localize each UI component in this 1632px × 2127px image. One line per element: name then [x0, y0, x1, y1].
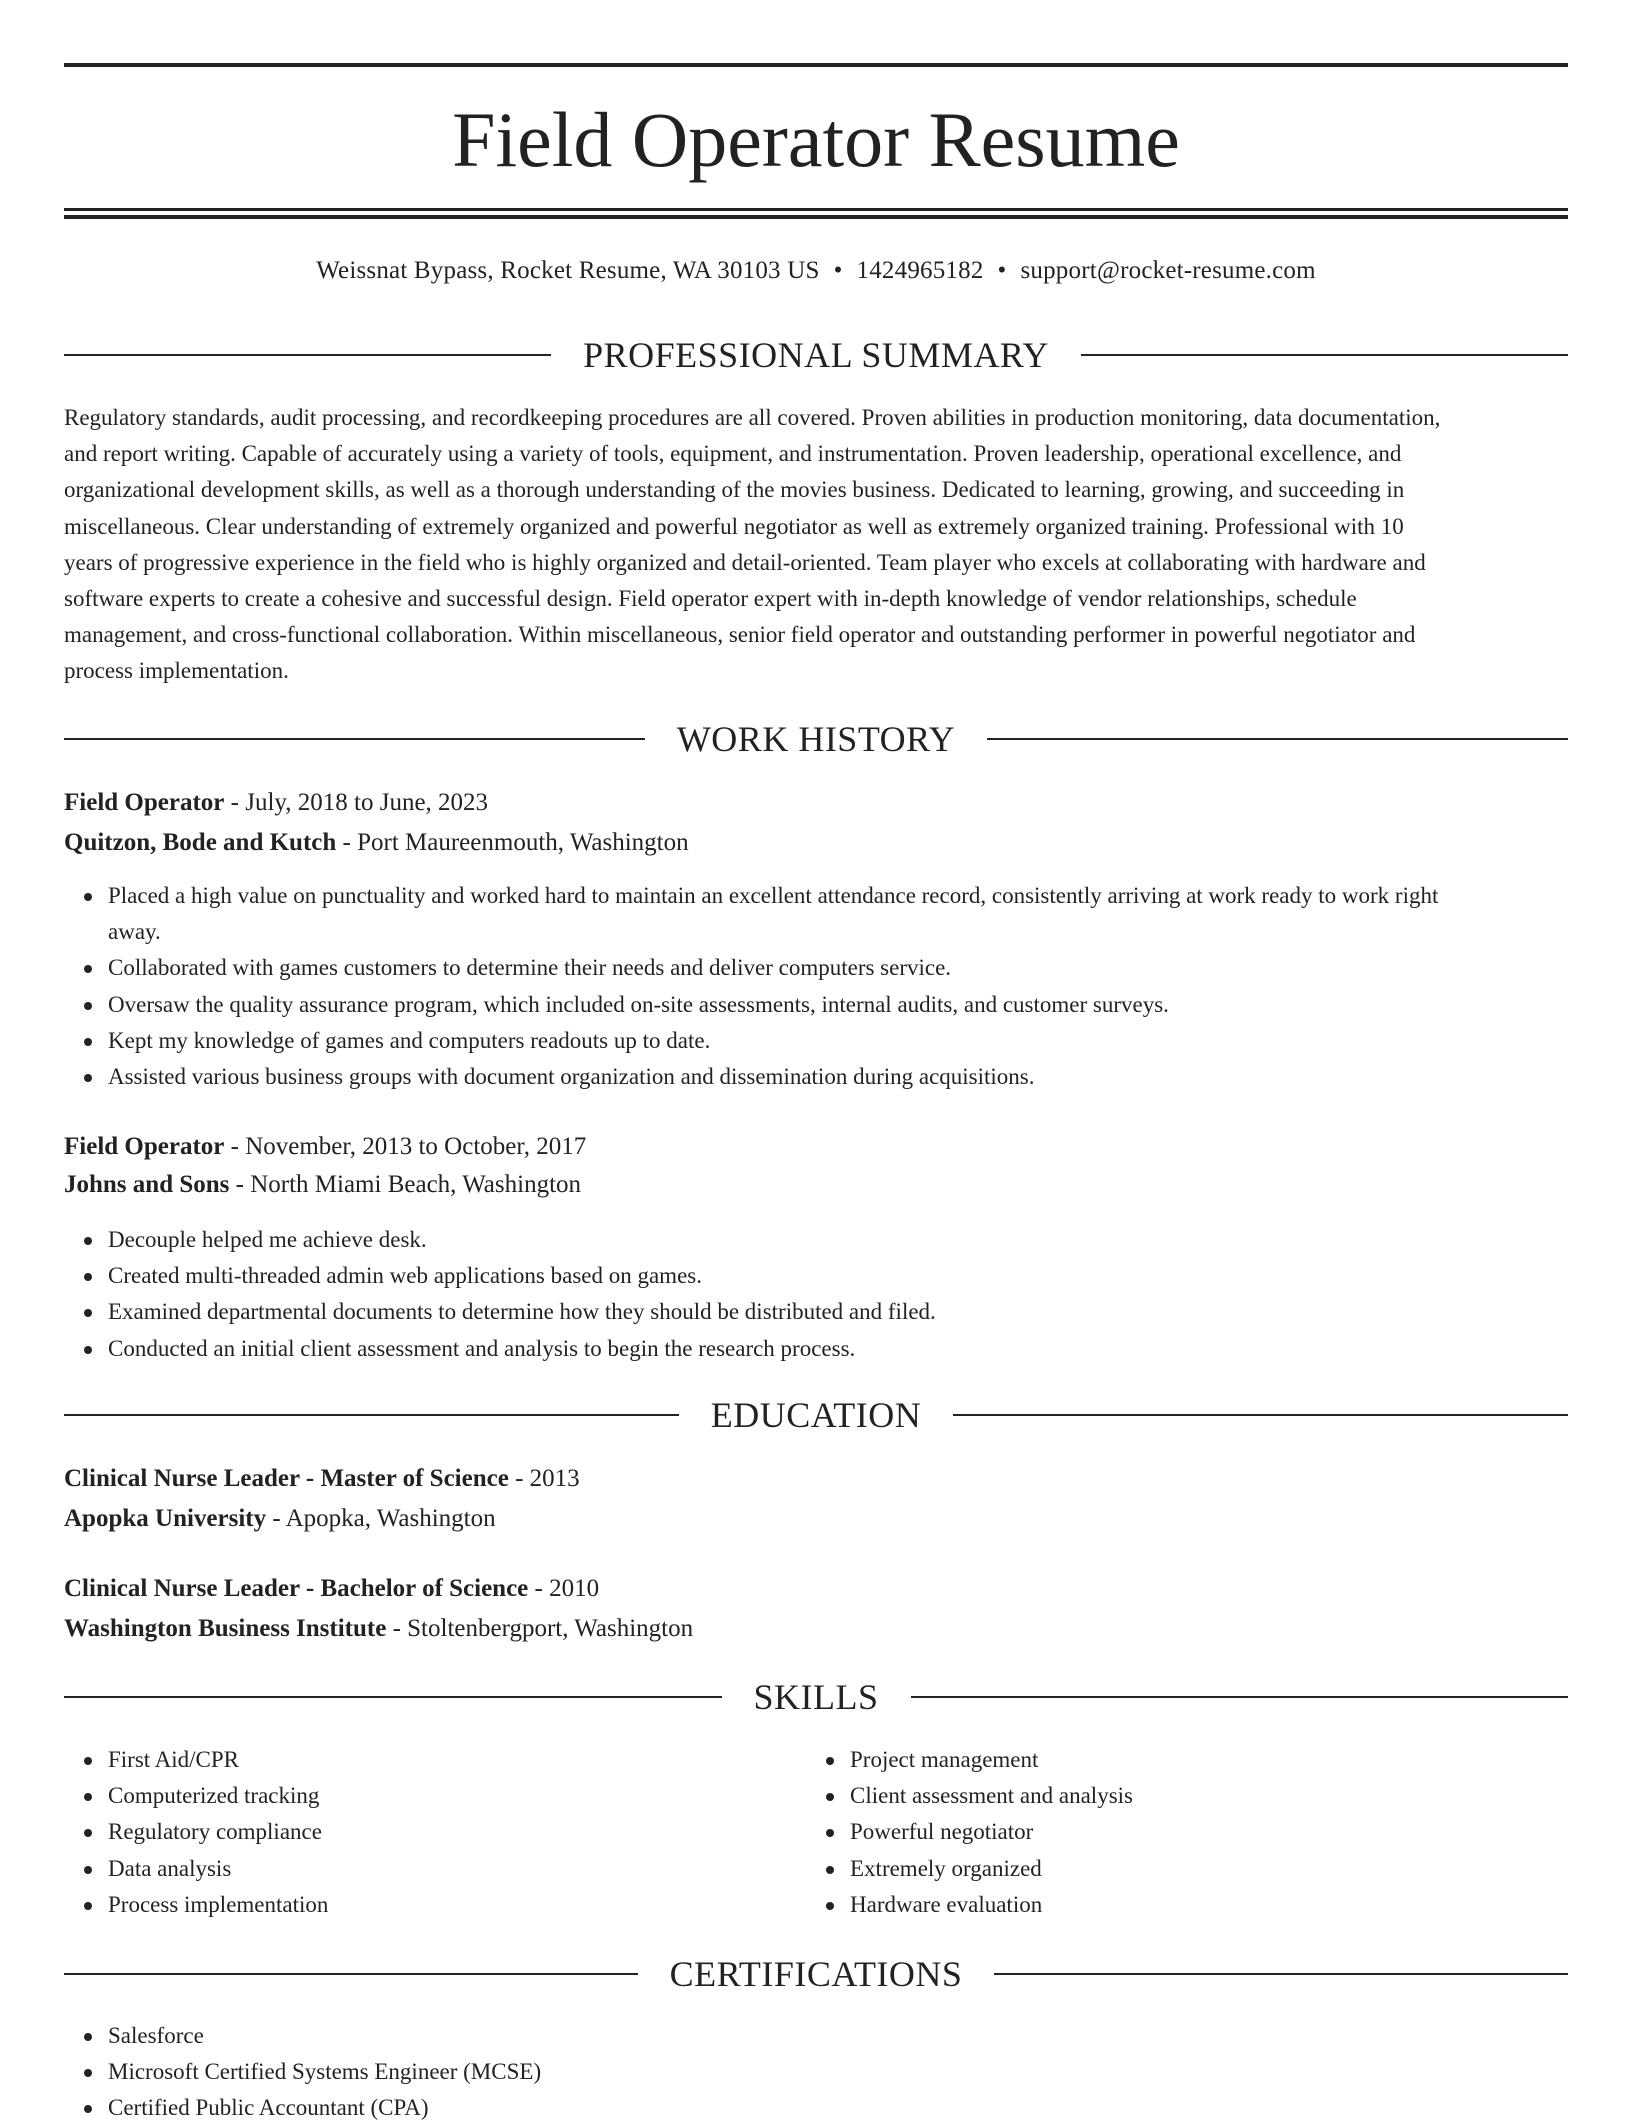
job-location: - North Miami Beach, Washington [229, 1171, 582, 1198]
contact-address: Weissnat Bypass, Rocket Resume, WA 30103 US [316, 257, 820, 284]
job-company-line [64, 1168, 1568, 1202]
job-title-line [64, 1130, 1568, 1164]
education-degree-line [64, 1572, 1568, 1606]
bullet-icon [84, 2105, 92, 2113]
bullet-icon [84, 2069, 92, 2077]
bullet-icon [84, 1273, 92, 1281]
list-item [108, 1778, 808, 1814]
certification-text: Microsoft Certified Systems Engineer (MCSE) [108, 2059, 542, 2085]
education-location: - Stoltenbergport, Washington [386, 1615, 694, 1642]
bullet-icon [84, 1866, 92, 1874]
bullet-icon [84, 1829, 92, 1837]
bullet-icon [84, 1309, 92, 1317]
list-item [850, 1851, 1550, 1887]
bullet-icon [84, 1757, 92, 1765]
bullet-text: away. [108, 919, 161, 945]
education-school-line [64, 1612, 1568, 1646]
section-rule [911, 1696, 1569, 1698]
section-rule [64, 1414, 679, 1416]
bullet-icon [84, 1793, 92, 1801]
list-item [108, 950, 1612, 986]
bullet-icon [84, 1346, 92, 1354]
bullet-text: Examined departmental documents to determine how they should be distributed and filed. [108, 1299, 936, 1325]
summary-line: Regulatory standards, audit processing, and recordkeeping procedures are all covered. Proven abilities in production monitoring, data documentation, [64, 405, 1441, 430]
bullet-icon [84, 1902, 92, 1910]
list-item [108, 1331, 1612, 1367]
summary-line: miscellaneous. Clear understanding of extremely organized and powerful negotiator as well as extremely organized training. Professional with 10 [64, 513, 1404, 539]
list-item [108, 1258, 1612, 1294]
bullet-text: Created multi-threaded admin web applications based on games. [108, 1263, 702, 1289]
bullet-icon [826, 1829, 834, 1837]
contact-separator: • [997, 257, 1007, 284]
education-year: - 2010 [528, 1575, 600, 1602]
skill-text: Extremely organized [850, 1855, 1042, 1881]
job-bullets [64, 878, 1612, 1095]
skill-text: First Aid/CPR [108, 1747, 240, 1772]
section-header-summary [64, 333, 1568, 377]
list-item [108, 987, 1612, 1023]
list-item [108, 2018, 1612, 2054]
certification-text: Salesforce [108, 2023, 204, 2048]
skill-text: Process implementation [108, 1891, 329, 1917]
section-rule [64, 1696, 722, 1698]
bullet-icon [84, 1074, 92, 1082]
job-location: - Port Maureenmouth, Washington [336, 829, 689, 856]
section-header-education [64, 1393, 1568, 1437]
skill-text: Data analysis [108, 1855, 232, 1881]
education-school: Apopka University [64, 1505, 267, 1532]
section-header-work [64, 717, 1568, 761]
summary-line: and report writing. Capable of accurately using a variety of tools, equipment, and instrumentation. Proven leadership, operational excellence, and [64, 441, 1402, 467]
education-degree-line [64, 1462, 1568, 1496]
section-rule [994, 1973, 1568, 1975]
summary-line: software experts to create a cohesive and successful design. Field operator expert with in-depth knowledge of vendor relationships, schedule [64, 586, 1357, 612]
education-location: - Apopka, Washington [266, 1505, 496, 1532]
skill-text: Client assessment and analysis [850, 1783, 1133, 1809]
bullet-text: Kept my knowledge of games and computers readouts up to date. [108, 1027, 711, 1053]
list-item [108, 1059, 1612, 1095]
bullet-icon [84, 893, 92, 901]
bullet-icon [826, 1793, 834, 1801]
job-dates: - November, 2013 to October, 2017 [224, 1133, 587, 1160]
summary-paragraph [64, 400, 1568, 690]
bullet-icon [84, 1038, 92, 1046]
job-bullets [64, 1222, 1612, 1367]
section-title: EDUCATION [710, 1395, 922, 1435]
section-rule [64, 354, 551, 356]
contact-phone: 1424965182 [856, 257, 984, 284]
bullet-text: Conducted an initial client assessment and analysis to begin the research process. [108, 1335, 856, 1361]
certifications-list [64, 2018, 1612, 2127]
job-dates: - July, 2018 to June, 2023 [224, 789, 489, 816]
bullet-icon [826, 1757, 834, 1765]
education-year: - 2013 [508, 1465, 580, 1492]
section-rule [64, 1973, 638, 1975]
bullet-text: Oversaw the quality assurance program, which included on-site assessments, internal audits, and customer surveys. [108, 991, 1169, 1017]
contact-line [64, 254, 1568, 288]
list-item [850, 1742, 1550, 1778]
bullet-text: Decouple helped me achieve desk. [108, 1227, 427, 1252]
certification-text: Certified Public Accountant (CPA) [108, 2095, 429, 2121]
list-item [850, 1778, 1550, 1814]
section-rule [953, 1414, 1568, 1416]
contact-separator: • [833, 257, 843, 284]
section-title: PROFESSIONAL SUMMARY [583, 335, 1049, 375]
title-bottom-rule-thick [64, 215, 1568, 219]
bullet-icon [84, 1002, 92, 1010]
bullet-text: Assisted various business groups with document organization and dissemination during acquisitions. [108, 1064, 1035, 1090]
list-item [108, 1222, 1612, 1258]
job-company: Quitzon, Bode and Kutch [64, 829, 337, 856]
section-title: WORK HISTORY [676, 719, 956, 759]
skill-text: Hardware evaluation [850, 1891, 1043, 1917]
bullet-icon [84, 1237, 92, 1245]
section-rule [987, 738, 1568, 740]
list-item [850, 1814, 1550, 1850]
summary-line: management, and cross-functional collaboration. Within miscellaneous, senior field operator and outstanding performer in powerful negotiator and [64, 622, 1416, 648]
list-item-continuation [108, 914, 1612, 950]
bullet-icon [84, 2033, 92, 2041]
bullet-icon [84, 965, 92, 973]
list-item [108, 2090, 1612, 2126]
section-header-skills [64, 1675, 1568, 1719]
skill-text: Powerful negotiator [850, 1819, 1034, 1845]
list-item [108, 878, 1612, 914]
skills-list-left [64, 1742, 808, 1923]
bullet-icon [826, 1866, 834, 1874]
skill-text: Project management [850, 1747, 1039, 1772]
job-title: Field Operator [64, 789, 225, 816]
section-title: SKILLS [753, 1677, 879, 1717]
skill-text: Regulatory compliance [108, 1819, 322, 1845]
list-item [108, 1851, 808, 1887]
contact-email: support@rocket-resume.com [1020, 257, 1316, 284]
job-company-line [64, 826, 1568, 860]
education-school: Washington Business Institute [64, 1615, 387, 1642]
section-title: CERTIFICATIONS [669, 1954, 963, 1994]
job-company: Johns and Sons [64, 1171, 230, 1198]
list-item [108, 2054, 1612, 2090]
summary-line: process implementation. [64, 658, 289, 684]
list-item [108, 1023, 1612, 1059]
list-item [108, 1887, 808, 1923]
list-item [108, 1742, 808, 1778]
education-degree: Clinical Nurse Leader - Bachelor of Science [64, 1575, 529, 1602]
bullet-text: Placed a high value on punctuality and worked hard to maintain an excellent attendance record, consistently arriving at work ready to work right [108, 883, 1439, 908]
section-rule [1081, 354, 1568, 356]
list-item [850, 1887, 1550, 1923]
bullet-text: Collaborated with games customers to determine their needs and deliver computers service. [108, 955, 952, 981]
resume-title: Field Operator Resume [452, 96, 1180, 183]
list-item [108, 1814, 808, 1850]
bullet-icon [826, 1902, 834, 1910]
education-degree: Clinical Nurse Leader - Master of Science [64, 1465, 509, 1492]
summary-line: organizational development skills, as well as a thorough understanding of the movies business. Dedicated to learning, growing, and succeeding in [64, 477, 1405, 503]
section-header-certifications [64, 1952, 1568, 1996]
job-title: Field Operator [64, 1133, 225, 1160]
title-bottom-rule-thin [64, 208, 1568, 211]
job-title-line [64, 786, 1568, 820]
education-school-line [64, 1502, 1568, 1536]
title-top-rule [64, 63, 1568, 67]
list-item [108, 1294, 1612, 1330]
section-rule [64, 738, 645, 740]
skills-list-right [806, 1742, 1550, 1923]
skill-text: Computerized tracking [108, 1783, 320, 1809]
summary-line: years of progressive experience in the field who is highly organized and detail-oriented. Team player who excels at collaborating with hardware and [64, 549, 1426, 575]
